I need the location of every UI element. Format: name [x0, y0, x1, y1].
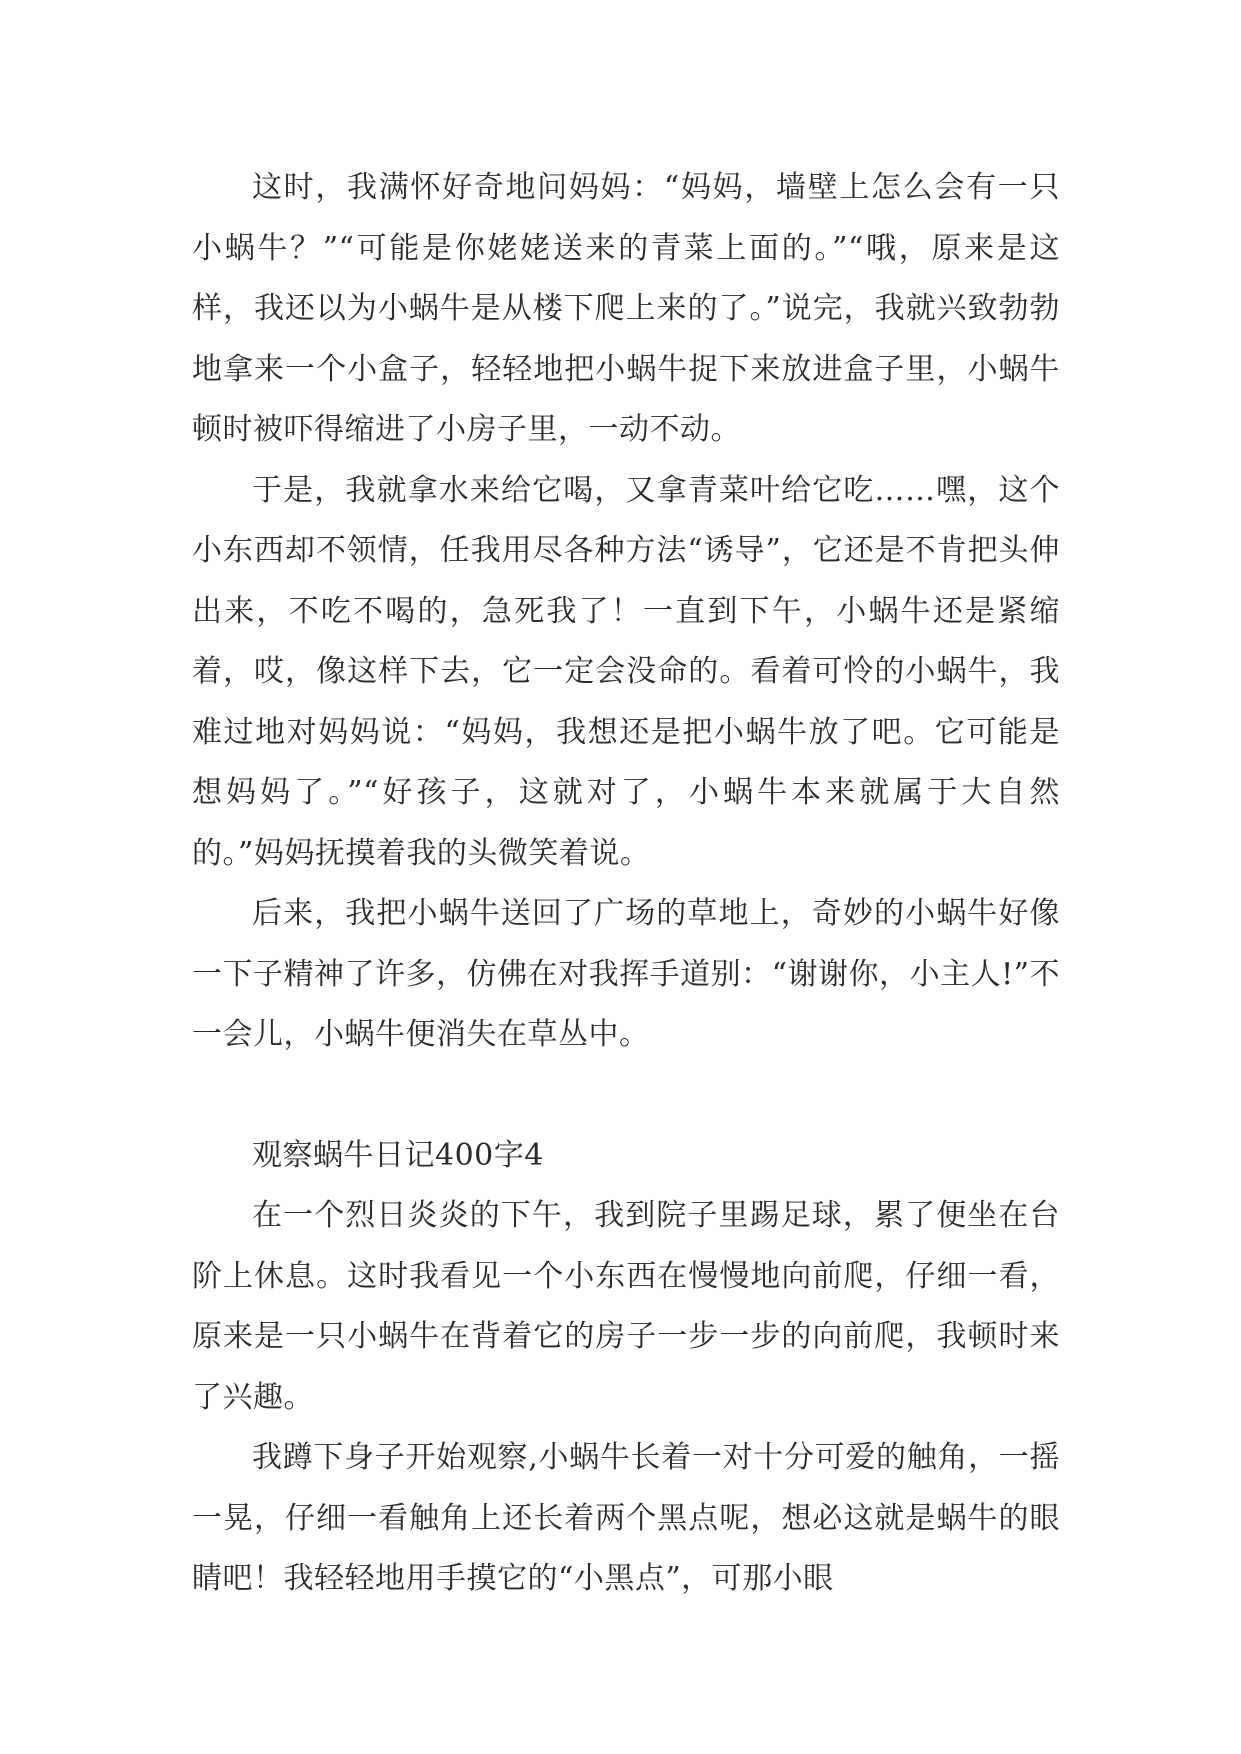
paragraph: 后来，我把小蜗牛送回了广场的草地上，奇妙的小蜗牛好像一下子精神了许多，仿佛在对我挥手道别：“谢谢你，小主人!”不一会儿，小蜗牛便消失在草丛中。 [192, 896, 1060, 1052]
paragraph: 我蹲下身子开始观察,小蜗牛长着一对十分可爱的触角，一摇一晃，仔细一看触角上还长着两个黑点呢，想必这就是蜗牛的眼睛吧！我轻轻地用手摸它的“小黑点”，可那小眼 [192, 1440, 1060, 1596]
paragraph: 这时，我满怀好奇地问妈妈：“妈妈，墙壁上怎么会有一只小蜗牛？”“可能是你姥姥送来的青菜上面的。”“哦，原来是这样，我还以为小蜗牛是从楼下爬上来的了。”说完，我就兴致勃勃地拿来一个小盒子，轻轻地把小蜗牛捉下来放进盒子里，小蜗牛顿时被吓得缩进了小房子里，一动不动。 [192, 170, 1060, 447]
paragraph: 于是，我就拿水来给它喝，又拿青菜叶给它吃……嘿，这个小东西却不领情，任我用尽各种方法“诱导”，它还是不肯把头伸出来，不吃不喝的，急死我了！一直到下午，小蜗牛还是紧缩着，哎，像这样下去，它一定会没命的。看着可怜的小蜗牛，我难过地对妈妈说：“妈妈，我想还是把小蜗牛放了吧。它可能是想妈妈了。”“好孩子，这就对了，小蜗牛本来就属于大自然的。”妈妈抚摸着我的头微笑着说。 [192, 472, 1060, 871]
section-title: 观察蜗牛日记400字4 [252, 1137, 544, 1173]
document-body [192, 158, 1060, 1610]
paragraph: 在一个烈日炎炎的下午，我到院子里踢足球，累了便坐在台阶上休息。这时我看见一个小东西在慢慢地向前爬，仔细一看，原来是一只小蜗牛在背着它的房子一步一步的向前爬，我顿时来了兴趣。 [192, 1198, 1060, 1415]
